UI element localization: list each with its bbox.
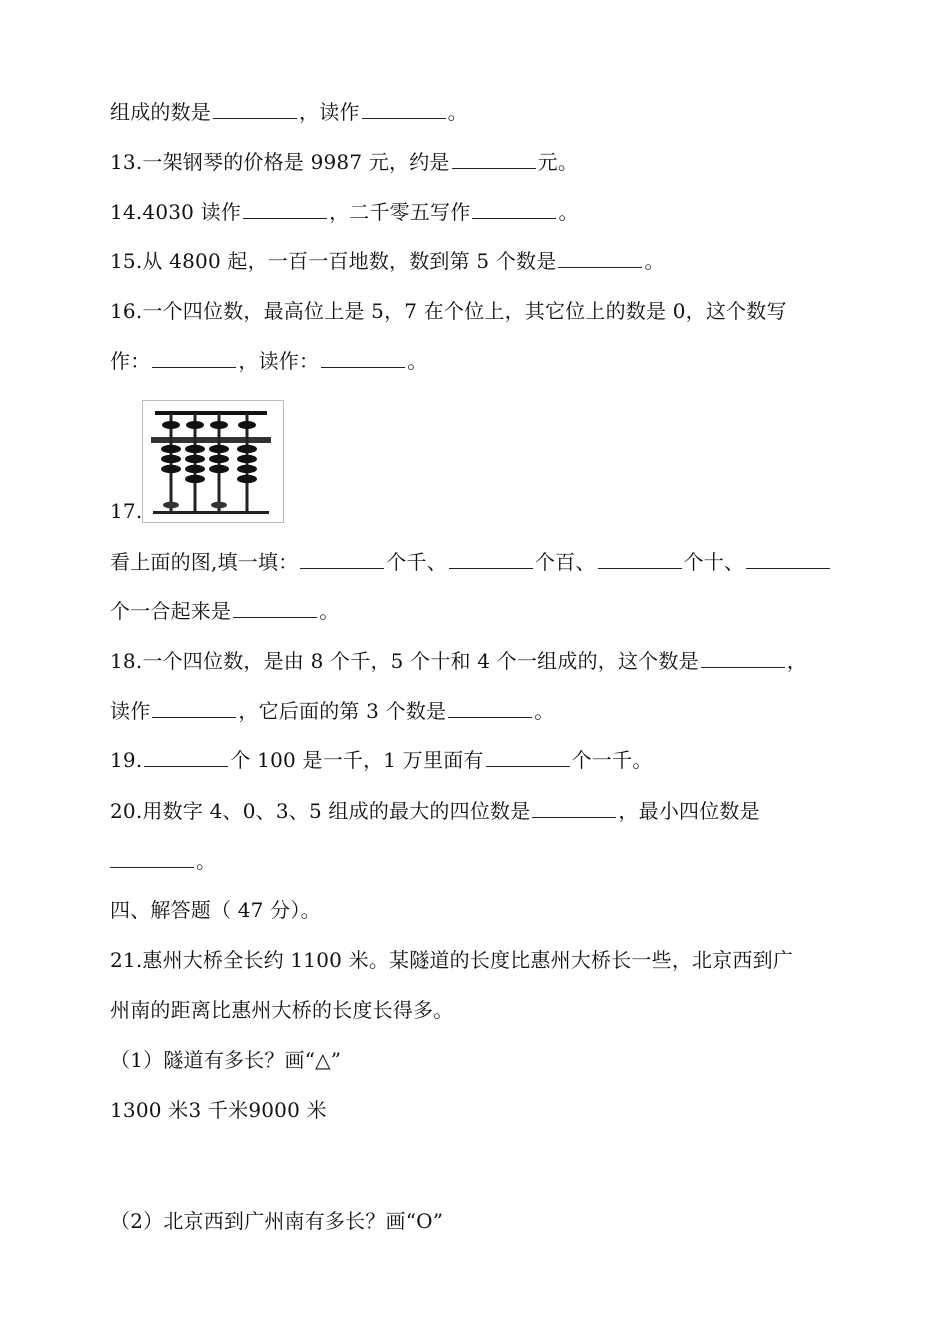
text: ，它后面的第 3 个数是: [238, 699, 447, 723]
question-21-part-2: [110, 1207, 443, 1235]
text: 作：: [110, 349, 151, 373]
answer-blank[interactable]: [362, 100, 446, 119]
answer-blank[interactable]: [110, 849, 194, 868]
text: ，二千零五写作: [329, 200, 471, 224]
answer-blank[interactable]: [213, 100, 297, 119]
text: 18.一个四位数，是由 8 个千，5 个十和 4 个一组成的，这个数是: [110, 649, 699, 673]
text: 看上面的图,填一填：: [110, 550, 299, 574]
answer-blank[interactable]: [152, 699, 236, 718]
answer-blank[interactable]: [701, 649, 785, 668]
text: 个千、: [386, 550, 447, 574]
answer-blank[interactable]: [598, 550, 682, 569]
abacus-bead: [237, 445, 257, 453]
text: 19.: [110, 748, 143, 772]
text: 15.从 4800 起，一百一百地数，数到第 5 个数是: [110, 249, 557, 273]
abacus-beam: [151, 437, 271, 443]
abacus-bead: [209, 465, 229, 473]
abacus-bead: [185, 455, 205, 463]
text: 个 100 是一千，1 万里面有: [230, 748, 484, 772]
text: 14.4030 读作: [110, 200, 242, 224]
abacus-bead: [211, 502, 227, 509]
abacus-bead: [185, 445, 205, 453]
abacus-bead: [237, 465, 257, 473]
question-15: [110, 247, 665, 275]
answer-blank[interactable]: [532, 799, 616, 818]
text: 读作: [110, 699, 151, 723]
abacus-bead: [161, 445, 181, 453]
text: 个百、: [534, 550, 596, 574]
text: 。: [447, 100, 468, 124]
text: ，: [786, 649, 807, 673]
question-16-line-1: [110, 297, 787, 325]
question-18-line-2: [110, 697, 554, 725]
abacus-bead: [210, 421, 228, 429]
text: 20.用数字 4、0、3、5 组成的最大的四位数是: [110, 799, 531, 823]
abacus-bead: [237, 475, 257, 483]
text: ，读作: [299, 100, 360, 124]
abacus-base: [153, 511, 269, 514]
text: 组成的数是: [110, 100, 211, 124]
abacus-bead: [209, 445, 229, 453]
question-16-line-2: [110, 347, 427, 375]
question-21-line-1: [110, 946, 793, 974]
abacus-bead: [237, 455, 257, 463]
answer-blank[interactable]: [243, 200, 327, 219]
answer-blank[interactable]: [300, 550, 384, 569]
text: 。: [407, 349, 428, 373]
text: 个十、: [683, 550, 745, 574]
abacus-bead: [163, 502, 179, 509]
answer-blank[interactable]: [452, 150, 536, 169]
abacus-bead: [186, 421, 204, 429]
abacus-bead: [161, 465, 181, 473]
question-13: [110, 148, 578, 176]
text: 个一千。: [571, 748, 653, 772]
text: 。: [558, 200, 579, 224]
text: ，读作：: [238, 349, 320, 373]
abacus-bead: [162, 421, 180, 429]
answer-blank[interactable]: [486, 748, 570, 767]
text: 。: [196, 849, 217, 873]
abacus-bead: [185, 465, 205, 473]
answer-blank[interactable]: [233, 599, 317, 618]
answer-blank[interactable]: [472, 200, 556, 219]
question-12-continuation: [110, 98, 468, 126]
text: 。: [319, 599, 340, 623]
answer-blank[interactable]: [152, 349, 236, 368]
abacus-bead: [161, 455, 181, 463]
question-14: [110, 198, 579, 226]
answer-blank[interactable]: [558, 249, 642, 268]
question-17-line-2: [110, 597, 339, 625]
text: 个一合起来是: [110, 599, 232, 623]
answer-blank[interactable]: [448, 699, 532, 718]
answer-blank[interactable]: [321, 349, 405, 368]
answer-blank[interactable]: [144, 748, 228, 767]
section-4-heading: [110, 896, 321, 924]
text: 。: [644, 249, 665, 273]
text: 四、解答题（ 47 分）。: [110, 898, 321, 922]
text: ，最小四位数是: [618, 799, 760, 823]
abacus-image: [142, 400, 284, 523]
abacus-bead: [185, 475, 205, 483]
question-21-options: [110, 1096, 327, 1124]
abacus-bead: [209, 455, 229, 463]
text: 州南的距离比惠州大桥的长度长得多。: [110, 998, 454, 1022]
question-21-part-1: [110, 1046, 341, 1074]
text: 17.: [110, 499, 143, 523]
text: 13.一架钢琴的价格是 9987 元，约是: [110, 150, 450, 174]
answer-blank[interactable]: [746, 550, 830, 569]
question-17-line-1: [110, 548, 832, 576]
abacus-bead: [238, 421, 256, 429]
text: 21.惠州大桥全长约 1100 米。某隧道的长度比惠州大桥长一些，北京西到广: [110, 948, 794, 972]
question-20-line-1: [110, 797, 760, 825]
answer-blank[interactable]: [449, 550, 533, 569]
question-19: [110, 746, 652, 774]
question-20-line-2: [110, 847, 216, 875]
text: 元。: [537, 150, 579, 174]
question-17-number: [110, 497, 142, 525]
text: 。: [534, 699, 555, 723]
text: （2）北京西到广州南有多长？画“O”: [110, 1209, 444, 1233]
text[interactable]: 1300 米3 千米9000 米: [110, 1098, 327, 1122]
question-21-line-2: [110, 996, 453, 1024]
text: （1）隧道有多长？画“△”: [110, 1048, 342, 1072]
question-18-line-1: [110, 647, 807, 675]
text: 16.一个四位数，最高位上是 5，7 在个位上，其它位上的数是 0，这个数写: [110, 299, 787, 323]
